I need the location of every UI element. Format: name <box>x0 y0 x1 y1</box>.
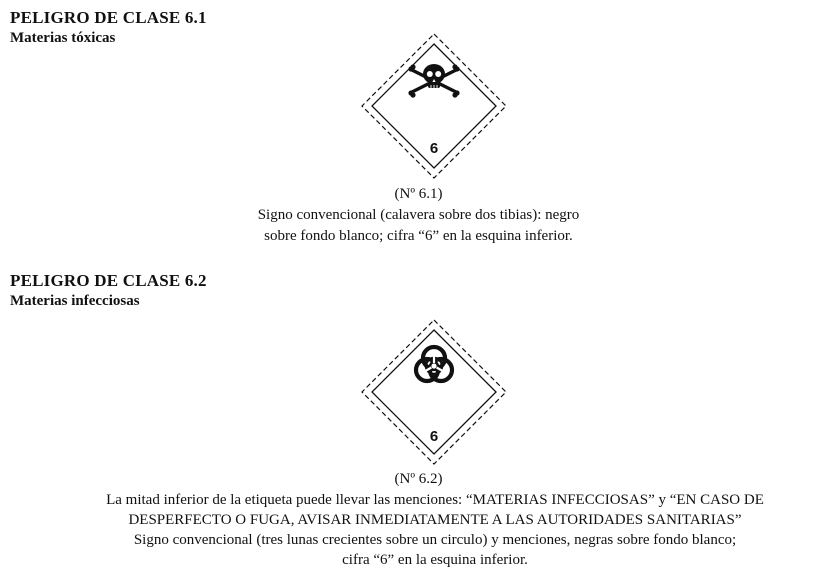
class-6-1-digit: 6 <box>429 140 439 157</box>
class-6-2-description-line: cifra “6” en la esquina inferior. <box>342 552 528 568</box>
class-6-2-description-line: La mitad inferior de la etiqueta puede llevar las menciones: “MATERIAS INFECCIOSAS” y “EN CASO DE <box>106 492 764 508</box>
class-6-1-title: PELIGRO DE CLASE 6.1 <box>10 8 207 27</box>
class-6-2-label-number: (Nº 6.2) <box>394 471 443 487</box>
class-6-2-digit: 6 <box>429 428 439 445</box>
class-6-1-label-number: (Nº 6.1) <box>394 186 443 202</box>
class-6-2-description-line: DESPERFECTO O FUGA, AVISAR INMEDIATAMENTE A LAS AUTORIDADES SANITARIAS” <box>128 512 742 528</box>
class-6-1-subtitle: Materias tóxicas <box>10 30 116 46</box>
class-6-2-hazard-label <box>360 318 508 466</box>
class-6-1-hazard-label <box>360 32 508 180</box>
class-6-2-description-line: Signo convencional (tres lunas crecientes sobre un circulo) y menciones, negras sobre fondo blanco; <box>133 532 737 548</box>
class-6-1-description-line: sobre fondo blanco; cifra “6” en la esquina inferior. <box>264 228 573 244</box>
class-6-1-description-line: Signo convencional (calavera sobre dos tibias): negro <box>257 207 580 223</box>
class-6-2-title: PELIGRO DE CLASE 6.2 <box>10 271 207 290</box>
class-6-2-subtitle: Materias infecciosas <box>10 293 140 309</box>
